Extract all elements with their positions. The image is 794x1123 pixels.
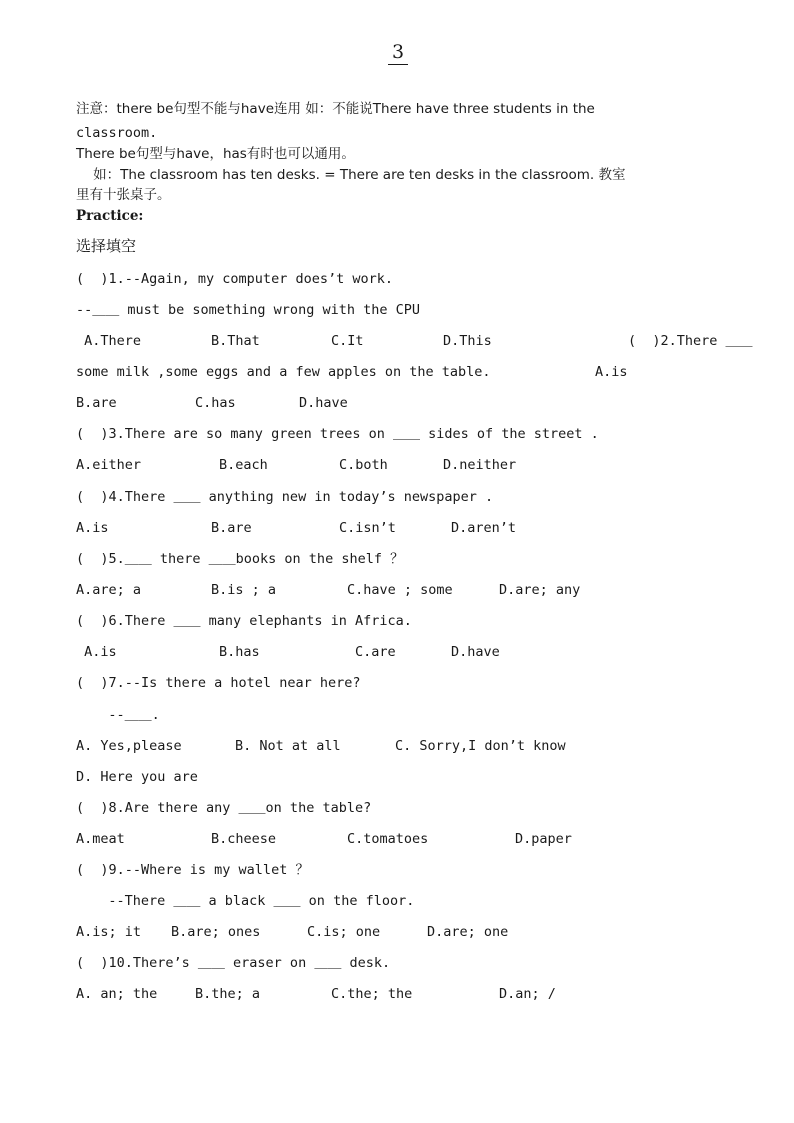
- question-3-option-d: D.neither: [443, 457, 517, 473]
- question-1-option-d: D.This: [443, 333, 492, 349]
- question-6-option-b: B.has: [219, 644, 260, 660]
- question-8-option-d: D.paper: [515, 831, 572, 847]
- question-10-option-d: D.an; /: [499, 986, 556, 1002]
- practice-heading: Practice:: [76, 208, 144, 224]
- question-6-option-a: A.is: [76, 644, 117, 660]
- question-2-option-b: B.are: [76, 395, 117, 411]
- note-line-2: classroom.: [76, 125, 158, 141]
- question-6-option-c: C.are: [355, 644, 396, 660]
- question-3-stem: ( )3.There are so many green trees on ＿＿ sides of the street .: [76, 426, 599, 442]
- question-3-option-a: A.either: [76, 457, 142, 473]
- question-7-option-a: A. Yes,please: [76, 738, 182, 754]
- question-9-option-d: D.are; one: [427, 924, 509, 940]
- question-7-option-b: B. Not at all: [235, 738, 341, 754]
- question-3-option-b: B.each: [219, 457, 268, 473]
- question-10-option-c: C.the; the: [331, 986, 413, 1002]
- question-5-option-c: C.have ; some: [347, 582, 453, 598]
- question-5-option-d: D.are; any: [499, 582, 581, 598]
- question-1-option-b: B.That: [211, 333, 260, 349]
- question-5-option-b: B.is ; a: [211, 582, 277, 598]
- question-6-stem: ( )6.There ＿＿ many elephants in Africa.: [76, 613, 412, 629]
- question-9-option-c: C.is; one: [307, 924, 381, 940]
- question-4-option-b: B.are: [211, 520, 252, 536]
- question-10-stem: ( )10.There’s ＿＿ eraser on ＿＿ desk.: [76, 955, 391, 971]
- question-5-option-a: A.are; a: [76, 582, 142, 598]
- question-4-option-a: A.is: [76, 520, 109, 536]
- question-7-stem: ( )7.--Is there a hotel near here?: [76, 675, 361, 691]
- note-line-4: 如：The classroom has ten desks. = There are ten desks in the classroom. 教室: [76, 167, 626, 183]
- question-7-option-c: C. Sorry,I don’t know: [395, 738, 566, 754]
- question-5-stem: ( )5.＿＿ there ＿＿books on the shelf ？: [76, 551, 404, 567]
- question-3-option-c: C.both: [339, 457, 388, 473]
- question-9-option-a: A.is; it: [76, 924, 142, 940]
- question-1-stem: ( )1.--Again, my computer does’t work.: [76, 271, 393, 287]
- question-2-stem: some milk ,some eggs and a few apples on the table.: [76, 364, 491, 380]
- note-line-3: There be句型与have，has有时也可以通用。: [76, 146, 355, 162]
- question-8-option-a: A.meat: [76, 831, 125, 847]
- question-7-option-d: D. Here you are: [76, 769, 198, 785]
- page-number: 3: [388, 40, 408, 65]
- question-10-option-a: A. an; the: [76, 986, 158, 1002]
- question-1-option-c: C.It: [331, 333, 364, 349]
- question-7-stem-2: --＿＿.: [84, 707, 160, 723]
- question-4-stem: ( )4.There ＿＿ anything new in today’s newspaper .: [76, 489, 494, 505]
- question-10-option-b: B.the; a: [195, 986, 261, 1002]
- question-2-option-d: D.have: [299, 395, 348, 411]
- note-line-5: 里有十张桌子。: [76, 187, 171, 203]
- question-8-option-c: C.tomatoes: [347, 831, 429, 847]
- question-6-option-d: D.have: [451, 644, 500, 660]
- question-2-stem-head: ( )2.There ＿＿: [628, 333, 753, 349]
- section-title: 选择填空: [76, 237, 137, 255]
- note-line-1: 注意：there be句型不能与have连用 如：不能说There have three students in the: [76, 101, 595, 117]
- question-8-stem: ( )8.Are there any ＿＿on the table?: [76, 800, 372, 816]
- question-4-option-d: D.aren’t: [451, 520, 517, 536]
- question-9-option-b: B.are; ones: [171, 924, 261, 940]
- question-9-stem: ( )9.--Where is my wallet ？: [76, 862, 309, 878]
- question-2-option-a: A.is: [595, 364, 628, 380]
- question-2-option-c: C.has: [195, 395, 236, 411]
- question-4-option-c: C.isn’t: [339, 520, 396, 536]
- question-8-option-b: B.cheese: [211, 831, 277, 847]
- question-1-stem-2: --＿＿ must be something wrong with the CPU: [76, 302, 420, 318]
- question-1-option-a: A.There: [76, 333, 142, 349]
- question-9-stem-2: --There ＿＿ a black ＿＿ on the floor.: [84, 893, 415, 909]
